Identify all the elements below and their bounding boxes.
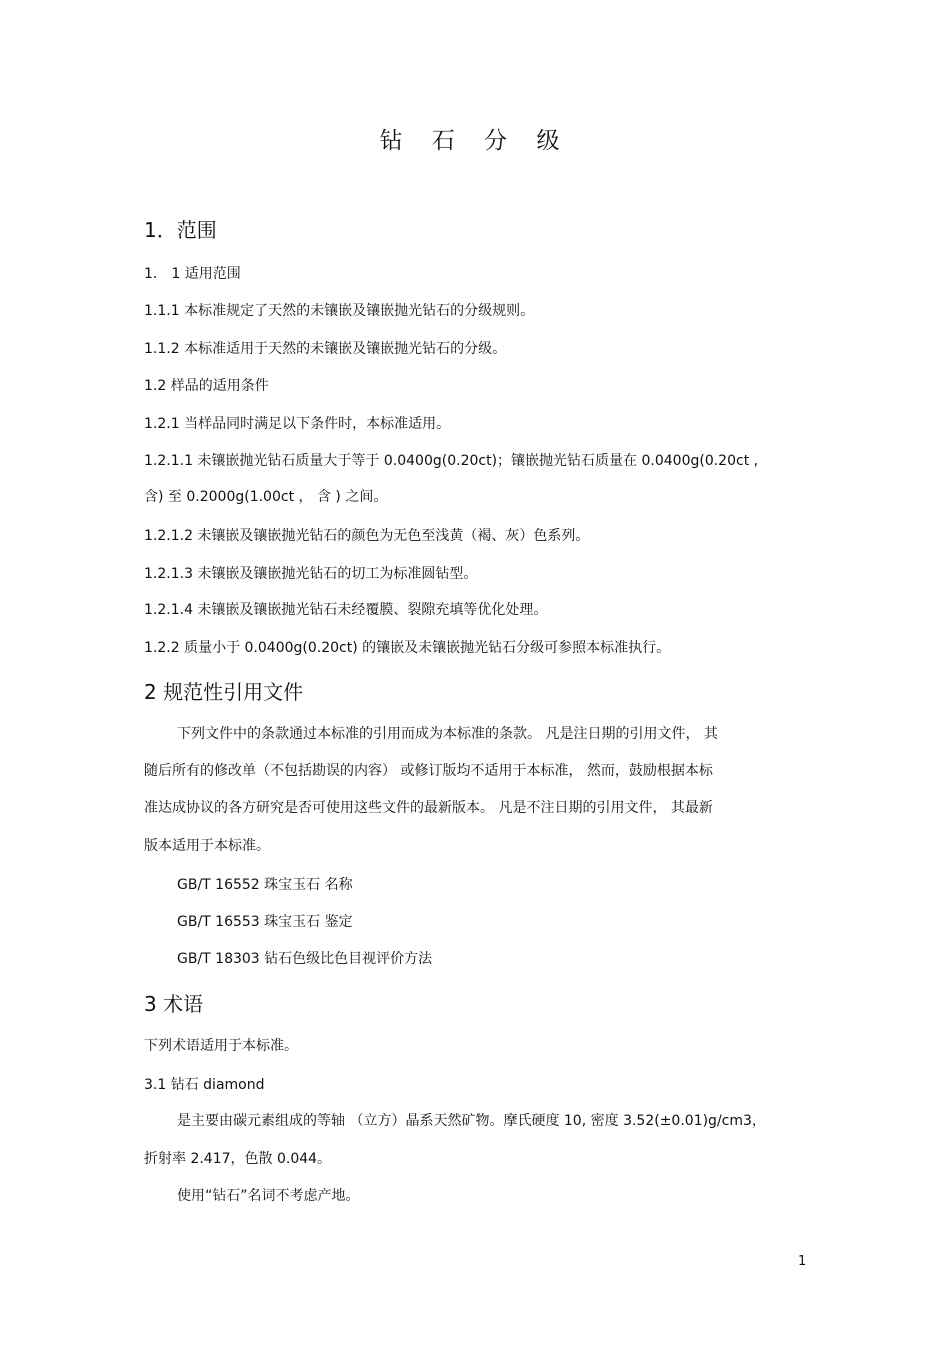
page-number: 1: [798, 1254, 807, 1269]
section-heading-references: 2 规范性引用文件: [144, 680, 304, 704]
paragraph-line: 1． 1 适用范围: [144, 266, 241, 282]
paragraph-line: 1.2.2 质量小于 0.0400g(0.20ct) 的镶嵌及未镶嵌抛光钻石分级可参照本标准执行。: [144, 640, 671, 656]
paragraph-line: 含) 至 0.2000g(1.00ct ， 含 ) 之间。: [144, 489, 388, 505]
page-title: 钻 石 分 级: [379, 128, 571, 154]
section-heading-terms: 3 术语: [144, 992, 204, 1016]
reference-item: GB/T 18303 钻石色级比色目视评价方法: [177, 951, 433, 967]
paragraph-line: 1.2 样品的适用条件: [144, 378, 269, 394]
term-heading: 3.1 钻石 diamond: [144, 1077, 265, 1093]
paragraph-line: 使用“钻石”名词不考虑产地。: [177, 1188, 360, 1204]
paragraph-line: 1.2.1.1 未镶嵌抛光钻石质量大于等于 0.0400g(0.20ct)；镶嵌抛光钻石质量在 0.0400g(0.20ct ,: [144, 453, 759, 469]
section-heading-scope: 1．范围: [144, 218, 217, 242]
paragraph-line: 准达成协议的各方研究是否可使用这些文件的最新版本。 凡是不注日期的引用文件， 其最新: [144, 800, 713, 816]
paragraph-line: 1.1.1 本标准规定了天然的未镶嵌及镶嵌抛光钻石的分级规则。: [144, 303, 535, 319]
paragraph-line: 1.2.1.3 未镶嵌及镶嵌抛光钻石的切工为标准圆钻型。: [144, 566, 478, 582]
reference-item: GB/T 16553 珠宝玉石 鉴定: [177, 914, 353, 930]
reference-item: GB/T 16552 珠宝玉石 名称: [177, 877, 353, 893]
paragraph-line: 1.1.2 本标准适用于天然的未镶嵌及镶嵌抛光钻石的分级。: [144, 341, 507, 357]
paragraph-line: 1.2.1.4 未镶嵌及镶嵌抛光钻石未经覆膜、裂隙充填等优化处理。: [144, 602, 548, 618]
paragraph-line: 1.2.1.2 未镶嵌及镶嵌抛光钻石的颜色为无色至浅黄（褐、灰）色系列。: [144, 528, 590, 544]
paragraph-line: 版本适用于本标准。: [144, 838, 270, 854]
paragraph-line: 1.2.1 当样品同时满足以下条件时，本标准适用。: [144, 416, 451, 432]
paragraph-line: 下列文件中的条款通过本标准的引用而成为本标准的条款。 凡是注日期的引用文件， 其: [177, 726, 718, 742]
paragraph-line: 是主要由碳元素组成的等轴 （立方）晶系天然矿物。摩氏硬度 10, 密度 3.52(±0.01)g/cm3，: [177, 1113, 766, 1129]
paragraph-line: 折射率 2.417，色散 0.044。: [144, 1151, 332, 1167]
paragraph-line: 随后所有的修改单（不包括勘误的内容） 或修订版均不适用于本标准， 然而，鼓励根据本标: [144, 763, 713, 779]
paragraph-line: 下列术语适用于本标准。: [144, 1038, 298, 1054]
